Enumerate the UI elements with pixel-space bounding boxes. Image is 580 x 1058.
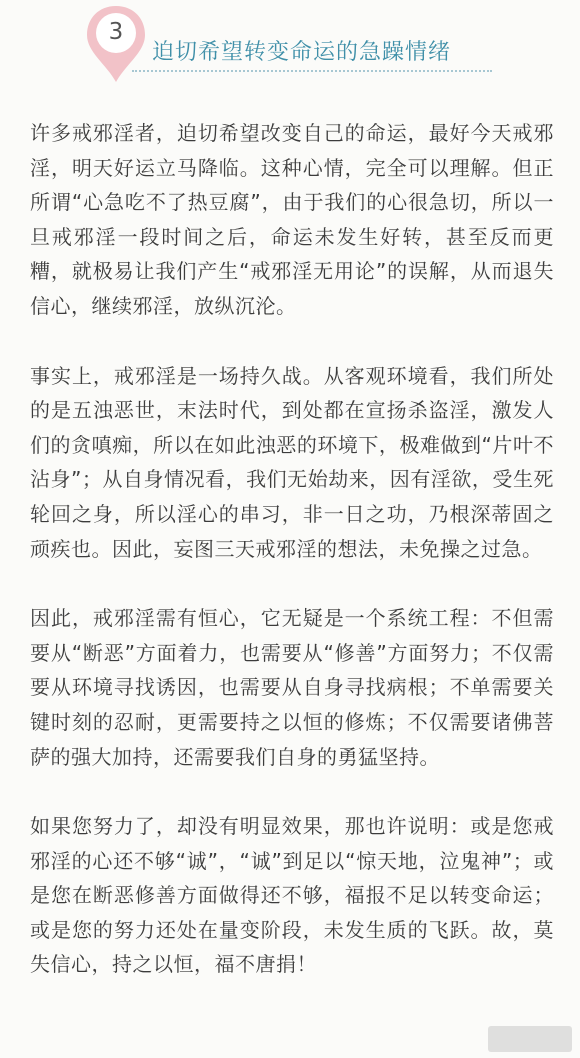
section-title: 迫切希望转变命运的急躁情绪 — [152, 40, 452, 65]
title-underline — [132, 70, 492, 72]
paragraph-3: 因此，戒邪淫需有恒心，它无疑是一个系统工程：不但需要从“断恶”方面着力，也需要从“修善”方面努力；不仅需要从环境寻找诱因，也需要从自身寻找病根；不单需要关键时刻的忍耐，更需要持之以恒的修炼；不仅需要诸佛菩萨的强大加持，还需要我们自身的勇猛坚持。 — [30, 606, 554, 769]
section-header — [0, 0, 580, 90]
paragraph-1: 许多戒邪淫者，迫切希望改变自己的命运，最好今天戒邪淫，明天好运立马降临。这种心情，完全可以理解。但正所谓“心急吃不了热豆腐”，由于我们的心很急切，所以一旦戒邪淫一段时间之后，命运未发生好转，甚至反而更糟，就极易让我们产生“戒邪淫无用论”的误解，从而退失信心，继续邪淫，放纵沉沦。 — [30, 121, 554, 318]
section-number: 3 — [108, 19, 124, 45]
paragraph-4: 如果您努力了，却没有明显效果，那也许说明：或是您戒邪淫的心还不够“诚”，“诚”到足以“惊天地，泣鬼神”；或是您在断恶修善方面做得还不够，福报不足以转变命运；或是您的努力还处在量变阶段，未发生质的飞跃。故，莫失信心，持之以恒，福不唐捐！ — [30, 814, 554, 977]
article-body — [30, 116, 554, 982]
map-pin-icon — [84, 4, 148, 84]
watermark-logo — [488, 1026, 572, 1052]
paragraph-2: 事实上，戒邪淫是一场持久战。从客观环境看，我们所处的是五浊恶世，末法时代，到处都在宣扬杀盗淫，激发人们的贪嗔痴，所以在如此浊恶的环境下，极难做到“片叶不沾身”；从自身情况看，我们无始劫来，因有淫欲，受生死轮回之身，所以淫心的串习，非一日之功，乃根深蒂固之顽疾也。因此，妄图三天戒邪淫的想法，未免操之过急。 — [30, 363, 554, 561]
